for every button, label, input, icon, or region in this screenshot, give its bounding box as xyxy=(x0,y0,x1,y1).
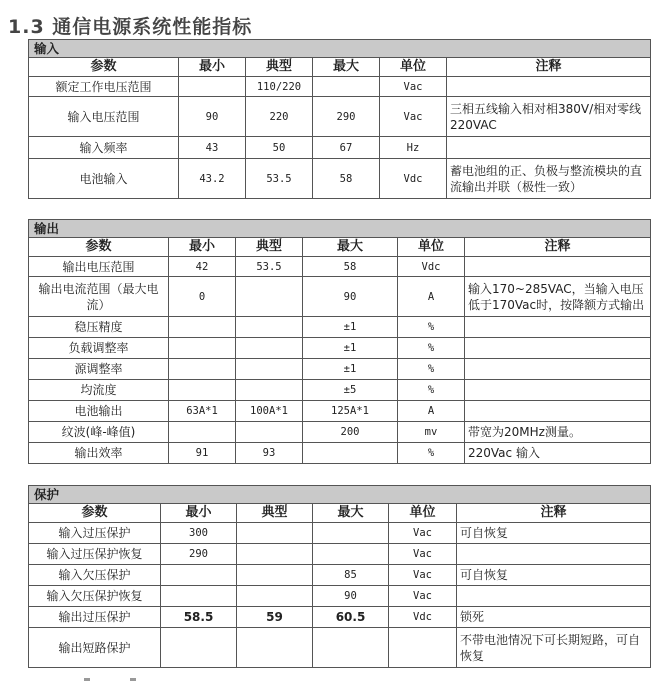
unit-value: A xyxy=(398,401,465,422)
col-header: 单位 xyxy=(389,504,457,523)
table-row xyxy=(29,401,651,422)
protect-section xyxy=(28,485,651,668)
col-header: 注释 xyxy=(447,58,651,77)
col-header: 最小 xyxy=(161,504,237,523)
typ-value xyxy=(236,317,303,338)
unit-value: % xyxy=(398,443,465,464)
note-text xyxy=(447,137,651,159)
typ-value xyxy=(236,338,303,359)
param-name: 输出电流范围（最大电流） xyxy=(29,277,169,317)
col-header: 典型 xyxy=(237,504,313,523)
table-row xyxy=(29,607,651,628)
max-value xyxy=(313,77,380,97)
col-header: 典型 xyxy=(246,58,313,77)
min-value: 42 xyxy=(169,257,236,277)
param-name: 输入欠压保护 xyxy=(29,565,161,586)
max-value: ±1 xyxy=(303,359,398,380)
param-name: 输入过压保护恢复 xyxy=(29,544,161,565)
table-row xyxy=(29,137,651,159)
typ-value: 93 xyxy=(236,443,303,464)
table-row xyxy=(29,586,651,607)
note-text: 可自恢复 xyxy=(457,523,651,544)
header-row xyxy=(29,504,651,523)
note-text: 锁死 xyxy=(457,607,651,628)
typ-value: 53.5 xyxy=(246,159,313,199)
unit-value: Hz xyxy=(380,137,447,159)
min-value xyxy=(161,565,237,586)
header-row xyxy=(29,58,651,77)
max-value xyxy=(313,628,389,668)
unit-value: Vdc xyxy=(389,607,457,628)
typ-value xyxy=(237,628,313,668)
table-row xyxy=(29,523,651,544)
table-row xyxy=(29,380,651,401)
min-value: 58.5 xyxy=(161,607,237,628)
col-header: 参数 xyxy=(29,504,161,523)
max-value xyxy=(303,443,398,464)
col-header: 参数 xyxy=(29,58,179,77)
typ-value xyxy=(236,422,303,443)
protect-table xyxy=(28,485,651,668)
min-value: 43 xyxy=(179,137,246,159)
param-name: 电池输出 xyxy=(29,401,169,422)
table-row xyxy=(29,277,651,317)
max-value xyxy=(313,544,389,565)
table-row xyxy=(29,338,651,359)
table-row xyxy=(29,317,651,338)
min-value: 0 xyxy=(169,277,236,317)
unit-value: Vac xyxy=(389,586,457,607)
note-text xyxy=(447,77,651,97)
note-text: 可自恢复 xyxy=(457,565,651,586)
typ-value: 53.5 xyxy=(236,257,303,277)
min-value: 90 xyxy=(179,97,246,137)
max-value: 67 xyxy=(313,137,380,159)
table-row xyxy=(29,443,651,464)
col-header: 最大 xyxy=(313,58,380,77)
min-value xyxy=(169,338,236,359)
unit-value: Vac xyxy=(380,77,447,97)
col-header: 典型 xyxy=(236,238,303,257)
max-value: 58 xyxy=(303,257,398,277)
min-value xyxy=(179,77,246,97)
min-value: 290 xyxy=(161,544,237,565)
col-header: 注释 xyxy=(465,238,651,257)
input-section-label: 输入 xyxy=(29,40,651,58)
param-name: 稳压精度 xyxy=(29,317,169,338)
min-value xyxy=(169,380,236,401)
note-text: 三相五线输入相对相380V/相对零线220VAC xyxy=(447,97,651,137)
cropped-text-fragment xyxy=(70,678,190,685)
min-value: 63A*1 xyxy=(169,401,236,422)
max-value: ±1 xyxy=(303,317,398,338)
min-value xyxy=(161,628,237,668)
note-text: 蓄电池组的正、负极与整流模块的直流输出并联（极性一致） xyxy=(447,159,651,199)
param-name: 输入过压保护 xyxy=(29,523,161,544)
note-text: 带宽为20MHz测量。 xyxy=(465,422,651,443)
max-value: 125A*1 xyxy=(303,401,398,422)
unit-value: A xyxy=(398,277,465,317)
note-text xyxy=(457,544,651,565)
min-value xyxy=(161,586,237,607)
table-row xyxy=(29,422,651,443)
header-row xyxy=(29,238,651,257)
param-name: 输出电压范围 xyxy=(29,257,169,277)
col-header: 参数 xyxy=(29,238,169,257)
unit-value: % xyxy=(398,317,465,338)
param-name: 额定工作电压范围 xyxy=(29,77,179,97)
unit-value: Vdc xyxy=(380,159,447,199)
note-text: 220Vac 输入 xyxy=(465,443,651,464)
output-section-label: 输出 xyxy=(29,220,651,238)
unit-value: Vac xyxy=(389,544,457,565)
param-name: 输出过压保护 xyxy=(29,607,161,628)
table-row xyxy=(29,159,651,199)
param-name: 输出效率 xyxy=(29,443,169,464)
unit-value: Vac xyxy=(380,97,447,137)
min-value xyxy=(169,317,236,338)
note-text xyxy=(457,586,651,607)
col-header: 注释 xyxy=(457,504,651,523)
input-table xyxy=(28,39,651,199)
typ-value: 110/220 xyxy=(246,77,313,97)
output-section xyxy=(28,219,651,464)
col-header: 最大 xyxy=(303,238,398,257)
max-value: 58 xyxy=(313,159,380,199)
table-row xyxy=(29,359,651,380)
min-value: 43.2 xyxy=(179,159,246,199)
table-row xyxy=(29,628,651,668)
unit-value: % xyxy=(398,359,465,380)
max-value: 85 xyxy=(313,565,389,586)
unit-value xyxy=(389,628,457,668)
typ-value: 59 xyxy=(237,607,313,628)
unit-value: Vac xyxy=(389,523,457,544)
unit-value: % xyxy=(398,380,465,401)
param-name: 电池输入 xyxy=(29,159,179,199)
max-value: 90 xyxy=(303,277,398,317)
note-text: 不带电池情况下可长期短路，可自恢复 xyxy=(457,628,651,668)
section-title: 1.3 通信电源系统性能指标 xyxy=(8,16,253,38)
unit-value: Vdc xyxy=(398,257,465,277)
col-header: 最小 xyxy=(169,238,236,257)
note-text xyxy=(465,257,651,277)
param-name: 源调整率 xyxy=(29,359,169,380)
unit-value: Vac xyxy=(389,565,457,586)
output-table xyxy=(28,219,651,464)
typ-value: 50 xyxy=(246,137,313,159)
param-name: 输出短路保护 xyxy=(29,628,161,668)
table-row xyxy=(29,257,651,277)
table-row xyxy=(29,565,651,586)
typ-value xyxy=(237,523,313,544)
input-section xyxy=(28,39,651,199)
param-name: 负载调整率 xyxy=(29,338,169,359)
min-value: 300 xyxy=(161,523,237,544)
typ-value xyxy=(236,380,303,401)
typ-value xyxy=(237,586,313,607)
unit-value: % xyxy=(398,338,465,359)
table-row xyxy=(29,544,651,565)
max-value: 290 xyxy=(313,97,380,137)
param-name: 输入频率 xyxy=(29,137,179,159)
typ-value: 220 xyxy=(246,97,313,137)
param-name: 输入欠压保护恢复 xyxy=(29,586,161,607)
param-name: 均流度 xyxy=(29,380,169,401)
note-text xyxy=(465,317,651,338)
table-row xyxy=(29,77,651,97)
param-name: 纹波(峰-峰值) xyxy=(29,422,169,443)
max-value: ±5 xyxy=(303,380,398,401)
typ-value xyxy=(237,565,313,586)
table-row xyxy=(29,97,651,137)
note-text xyxy=(465,338,651,359)
col-header: 最大 xyxy=(313,504,389,523)
typ-value: 100A*1 xyxy=(236,401,303,422)
max-value: ±1 xyxy=(303,338,398,359)
max-value: 90 xyxy=(313,586,389,607)
note-text xyxy=(465,359,651,380)
col-header: 单位 xyxy=(398,238,465,257)
min-value xyxy=(169,359,236,380)
col-header: 最小 xyxy=(179,58,246,77)
param-name: 输入电压范围 xyxy=(29,97,179,137)
note-text xyxy=(465,401,651,422)
typ-value xyxy=(236,277,303,317)
note-text: 输入170~285VAC，当输入电压低于170Vac时，按降额方式输出 xyxy=(465,277,651,317)
col-header: 单位 xyxy=(380,58,447,77)
min-value xyxy=(169,422,236,443)
protect-section-label: 保护 xyxy=(29,486,651,504)
max-value: 200 xyxy=(303,422,398,443)
typ-value xyxy=(237,544,313,565)
note-text xyxy=(465,380,651,401)
max-value: 60.5 xyxy=(313,607,389,628)
min-value: 91 xyxy=(169,443,236,464)
unit-value: mv xyxy=(398,422,465,443)
max-value xyxy=(313,523,389,544)
typ-value xyxy=(236,359,303,380)
